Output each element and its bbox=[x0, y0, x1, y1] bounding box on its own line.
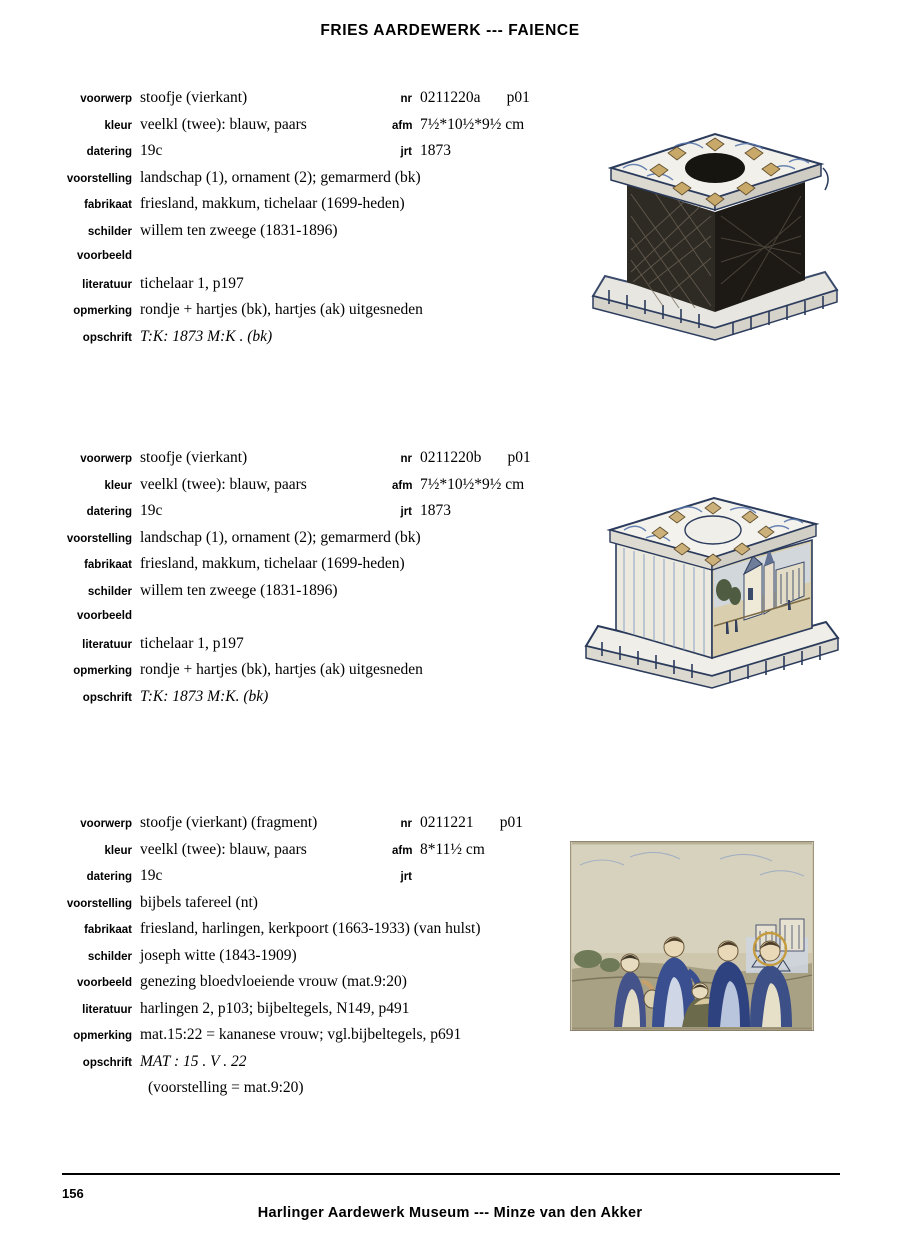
entry-row-fabrikaat bbox=[62, 554, 542, 581]
field-value-opschrift: T:K: 1873 M:K . (bk) bbox=[140, 327, 273, 345]
field-value-afm: 7½*10½*9½ cm bbox=[420, 475, 525, 493]
entry-row-voorbeeld bbox=[62, 972, 542, 999]
field-value-opschrift: MAT : 15 . V . 22 bbox=[140, 1052, 247, 1070]
field-value-opschrift-extra: (voorstelling = mat.9:20) bbox=[148, 1079, 304, 1096]
field-value-nr-extra: p01 bbox=[499, 814, 523, 831]
entry-row-schilder bbox=[62, 946, 542, 973]
entry-row-voorwerp bbox=[62, 813, 542, 840]
entry-row-opschrift bbox=[62, 1052, 542, 1079]
field-label-jrt: jrt bbox=[400, 506, 412, 518]
entry-fields bbox=[62, 88, 542, 353]
footer-divider bbox=[62, 1173, 840, 1175]
entry-row-literatuur bbox=[62, 999, 542, 1026]
field-label-schilder: schilder bbox=[87, 225, 132, 238]
field-label-nr: nr bbox=[400, 93, 412, 105]
field-label-jrt: jrt bbox=[400, 146, 412, 158]
field-label-jrt: jrt bbox=[400, 871, 412, 883]
field-label-opschrift: opschrift bbox=[82, 331, 132, 344]
field-value-voorwerp: stoofje (vierkant) (fragment) bbox=[140, 814, 318, 831]
field-value-kleur: veelkl (twee): blauw, paars bbox=[140, 475, 307, 493]
field-label-opschrift: opschrift bbox=[82, 691, 132, 704]
entry-row-kleur bbox=[62, 115, 542, 142]
field-label-afm: afm bbox=[392, 119, 413, 132]
field-label-kleur: kleur bbox=[104, 119, 132, 132]
field-label-datering: datering bbox=[86, 506, 132, 518]
field-label-datering: datering bbox=[86, 871, 132, 883]
field-label-voorstelling: voorstelling bbox=[66, 532, 132, 545]
entry-row-schilder bbox=[62, 581, 542, 608]
field-label-fabrikaat: fabrikaat bbox=[84, 559, 132, 571]
field-label-afm: afm bbox=[392, 479, 413, 492]
entry-row-opschrift bbox=[62, 327, 542, 354]
field-value-schilder: willem ten zweege (1831-1896) bbox=[140, 581, 338, 599]
field-value-datering: 19c bbox=[140, 502, 163, 519]
field-value-voorstelling: bijbels tafereel (nt) bbox=[140, 893, 258, 911]
entry-row-kleur bbox=[62, 840, 542, 867]
field-label-kleur: kleur bbox=[104, 844, 132, 857]
field-value-opmerking: rondje + hartjes (bk), hartjes (ak) uitgesneden bbox=[140, 301, 423, 318]
catalogue-entry bbox=[0, 448, 900, 748]
tegelfragment-image-3 bbox=[570, 841, 814, 1031]
field-value-nr: 0211220a bbox=[420, 89, 481, 106]
entry-row-voorstelling bbox=[62, 893, 542, 920]
field-value-kleur: veelkl (twee): blauw, paars bbox=[140, 115, 307, 133]
field-label-kleur: kleur bbox=[104, 479, 132, 492]
field-label-afm: afm bbox=[392, 844, 413, 857]
field-label-voorbeeld: voorbeeld bbox=[77, 977, 132, 989]
field-value-voorstelling: landschap (1), ornament (2); gemarmerd (bk) bbox=[140, 168, 421, 186]
entry-row-opmerking bbox=[62, 660, 542, 687]
entry-row-opschrift bbox=[62, 687, 542, 714]
page-title: FRIES AARDEWERK --- FAIENCE bbox=[320, 22, 580, 39]
field-label-schilder: schilder bbox=[87, 585, 132, 598]
entry-row-opschrift-continued bbox=[62, 1078, 542, 1103]
field-label-schilder: schilder bbox=[87, 950, 132, 963]
field-label-voorstelling: voorstelling bbox=[66, 172, 132, 185]
field-label-opmerking: opmerking bbox=[73, 1030, 132, 1042]
field-value-jrt: 1873 bbox=[420, 142, 451, 159]
catalogue-entry bbox=[0, 88, 900, 388]
field-value-literatuur: harlingen 2, p103; bijbeltegels, N149, p491 bbox=[140, 999, 410, 1017]
object-photo bbox=[570, 841, 814, 1031]
entry-row-voorstelling bbox=[62, 168, 542, 195]
field-label-literatuur: literatuur bbox=[82, 278, 132, 291]
entry-fields bbox=[62, 448, 542, 713]
object-photo bbox=[575, 76, 855, 351]
field-value-voorwerp: stoofje (vierkant) bbox=[140, 89, 248, 106]
field-value-fabrikaat: friesland, harlingen, kerkpoort (1663-1933) (van hulst) bbox=[140, 920, 481, 937]
field-label-voorwerp: voorwerp bbox=[80, 93, 132, 105]
entry-row-datering bbox=[62, 141, 542, 168]
field-label-nr: nr bbox=[400, 818, 412, 830]
field-label-fabrikaat: fabrikaat bbox=[84, 199, 132, 211]
field-value-voorbeeld: genezing bloedvloeiende vrouw (mat.9:20) bbox=[140, 973, 407, 990]
stoofje-image-2 bbox=[572, 470, 852, 700]
field-value-datering: 19c bbox=[140, 867, 163, 884]
field-label-voorwerp: voorwerp bbox=[80, 818, 132, 830]
catalogue-entry bbox=[0, 813, 900, 1103]
entry-row-literatuur bbox=[62, 274, 542, 301]
footer-title: Harlinger Aardewerk Museum --- Minze van den Akker bbox=[257, 1205, 643, 1221]
field-label-voorbeeld: voorbeeld bbox=[77, 610, 132, 622]
field-value-schilder: willem ten zweege (1831-1896) bbox=[140, 221, 338, 239]
field-label-datering: datering bbox=[86, 146, 132, 158]
field-label-nr: nr bbox=[400, 453, 412, 465]
entry-row-datering bbox=[62, 866, 542, 893]
field-value-opschrift: T:K: 1873 M:K. (bk) bbox=[140, 687, 269, 705]
entry-row-fabrikaat bbox=[62, 194, 542, 221]
field-label-voorstelling: voorstelling bbox=[66, 897, 132, 910]
catalogue-entries bbox=[0, 88, 900, 1103]
page-number: 156 bbox=[62, 1186, 84, 1201]
entry-row-schilder bbox=[62, 221, 542, 248]
entry-row-voorwerp bbox=[62, 448, 542, 475]
field-value-nr: 0211220b bbox=[420, 449, 482, 466]
stoofje-image-1 bbox=[575, 76, 855, 351]
field-value-opmerking: rondje + hartjes (bk), hartjes (ak) uitgesneden bbox=[140, 661, 423, 678]
entry-row-datering bbox=[62, 501, 542, 528]
field-label-opmerking: opmerking bbox=[73, 665, 132, 677]
field-value-schilder: joseph witte (1843-1909) bbox=[140, 946, 297, 964]
field-value-nr-extra: p01 bbox=[506, 89, 530, 106]
entry-row-voorbeeld bbox=[62, 607, 542, 634]
field-value-nr: 0211221 bbox=[420, 814, 474, 831]
field-label-fabrikaat: fabrikaat bbox=[84, 924, 132, 936]
field-value-fabrikaat: friesland, makkum, tichelaar (1699-heden) bbox=[140, 555, 405, 572]
field-label-literatuur: literatuur bbox=[82, 638, 132, 651]
entry-row-literatuur bbox=[62, 634, 542, 661]
entry-row-voorstelling bbox=[62, 528, 542, 555]
field-label-literatuur: literatuur bbox=[82, 1003, 132, 1016]
field-label-opmerking: opmerking bbox=[73, 305, 132, 317]
entry-row-kleur bbox=[62, 475, 542, 502]
field-label-voorwerp: voorwerp bbox=[80, 453, 132, 465]
field-value-literatuur: tichelaar 1, p197 bbox=[140, 274, 244, 292]
entry-row-opmerking bbox=[62, 1025, 542, 1052]
object-photo bbox=[572, 470, 852, 700]
field-value-datering: 19c bbox=[140, 142, 163, 159]
entry-fields bbox=[62, 813, 542, 1103]
field-value-literatuur: tichelaar 1, p197 bbox=[140, 634, 244, 652]
field-label-opschrift: opschrift bbox=[82, 1056, 132, 1069]
field-value-opmerking: mat.15:22 = kananese vrouw; vgl.bijbeltegels, p691 bbox=[140, 1026, 462, 1043]
field-value-voorstelling: landschap (1), ornament (2); gemarmerd (bk) bbox=[140, 528, 421, 546]
field-label-voorbeeld: voorbeeld bbox=[77, 250, 132, 262]
entry-row-fabrikaat bbox=[62, 919, 542, 946]
field-value-fabrikaat: friesland, makkum, tichelaar (1699-heden) bbox=[140, 195, 405, 212]
field-value-voorwerp: stoofje (vierkant) bbox=[140, 449, 248, 466]
field-value-jrt: 1873 bbox=[420, 502, 451, 519]
entry-row-voorbeeld bbox=[62, 247, 542, 274]
field-value-kleur: veelkl (twee): blauw, paars bbox=[140, 840, 307, 858]
field-value-afm: 8*11½ cm bbox=[420, 840, 485, 858]
entry-row-opmerking bbox=[62, 300, 542, 327]
entry-row-voorwerp bbox=[62, 88, 542, 115]
field-value-nr-extra: p01 bbox=[507, 449, 531, 466]
field-value-afm: 7½*10½*9½ cm bbox=[420, 115, 525, 133]
